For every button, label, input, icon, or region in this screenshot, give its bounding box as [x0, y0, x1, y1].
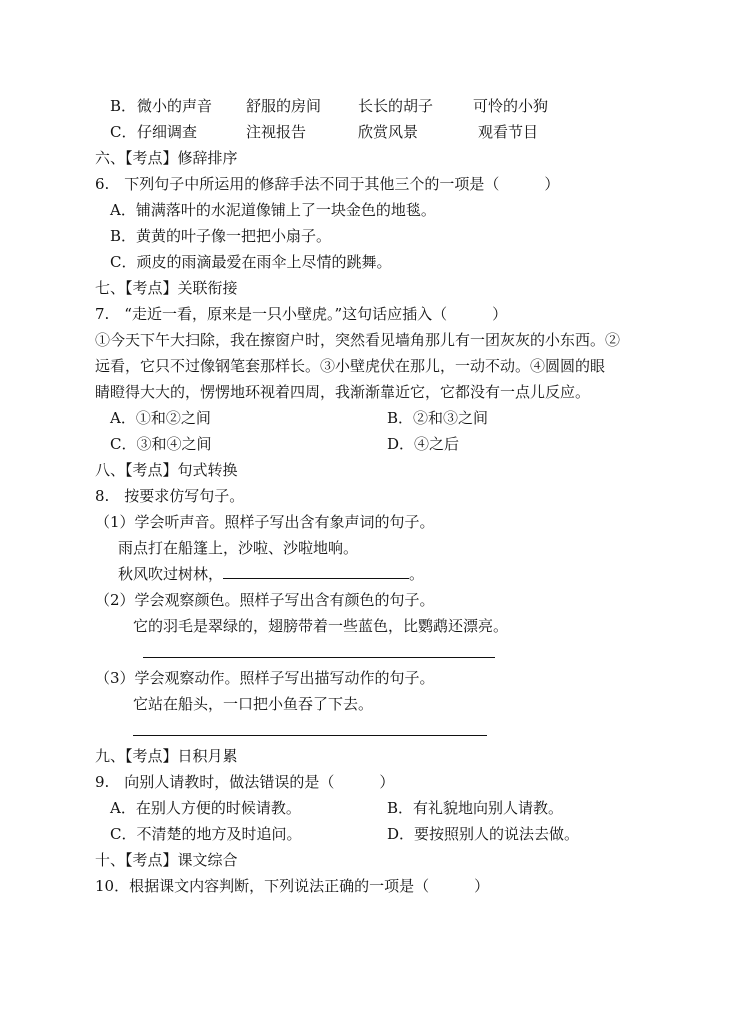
passage-line: ①今天下午大扫除，我在擦窗户时，突然看见墙角那儿有一团灰灰的小东西。②	[95, 331, 621, 349]
section-heading: 八、【考点】句式转换	[95, 461, 238, 479]
question-text: 10．根据课文内容判断，下列说法正确的一项是（ ）	[95, 877, 490, 895]
option-item: 舒服的房间	[246, 97, 322, 115]
option: D．要按照别人的说法去做。	[387, 825, 580, 843]
question-text: 7. “走近一看，原来是一只小壁虎。”这句话应插入（ ）	[95, 305, 508, 323]
question-text: 8. 按要求仿写句子。	[95, 487, 245, 505]
option-item: 长长的胡子	[358, 97, 434, 115]
example-sentence: 它的羽毛是翠绿的，翅膀带着一些蓝色，比鹦鹉还漂亮。	[133, 617, 509, 635]
option: C．不清楚的地方及时追问。	[110, 825, 302, 843]
sub-prompt: （3）学会观察动作。照样子写出描写动作的句子。	[95, 669, 435, 687]
option: C．③和④之间	[110, 435, 212, 453]
answer-blank[interactable]	[223, 564, 409, 579]
section-heading: 六、【考点】修辞排序	[95, 149, 238, 167]
sentence-lead: 秋风吹过树林，	[118, 565, 224, 583]
option-item: 微小的声音	[137, 97, 213, 115]
sentence-end: 。	[409, 565, 425, 583]
option: B．黄黄的叶子像一把把小扇子。	[110, 227, 332, 245]
option-label: C．	[110, 123, 137, 141]
option-item: 欣赏风景	[358, 123, 419, 141]
question-text: 6. 下列句子中所运用的修辞手法不同于其他三个的一项是（ ）	[95, 175, 560, 193]
answer-line[interactable]	[143, 657, 495, 658]
section-heading: 七、【考点】关联衔接	[95, 279, 238, 297]
option: C．顽皮的雨滴最爱在雨伞上尽情的跳舞。	[110, 253, 392, 271]
option: A．在别人方便的时候请教。	[110, 799, 301, 817]
option-item: 观看节目	[478, 123, 539, 141]
option: A．铺满落叶的水泥道像铺上了一块金色的地毯。	[110, 201, 436, 219]
option-label: B．	[110, 97, 137, 115]
fill-line	[118, 564, 424, 584]
example-sentence: 它站在船头，一口把小鱼吞了下去。	[133, 695, 374, 713]
sub-prompt: （1）学会听声音。照样子写出含有象声词的句子。	[95, 513, 435, 531]
option: B．②和③之间	[387, 409, 489, 427]
section-heading: 九、【考点】日积月累	[95, 747, 238, 765]
sub-prompt: （2）学会观察颜色。照样子写出含有颜色的句子。	[95, 591, 435, 609]
passage-line: 远看，它只不过像钢笔套那样长。③小壁虎伏在那儿，一动不动。④圆圆的眼	[95, 357, 606, 375]
section-heading: 十、【考点】课文综合	[95, 851, 238, 869]
option-item: 注视报告	[246, 123, 307, 141]
question-text: 9. 向别人请教时，做法错误的是（ ）	[95, 773, 395, 791]
option: D．④之后	[387, 435, 460, 453]
option-item: 仔细调查	[137, 123, 198, 141]
passage-line: 睛瞪得大大的，愣愣地环视着四周，我渐渐靠近它，它都没有一点儿反应。	[95, 383, 591, 401]
option: B．有礼貌地向别人请教。	[387, 799, 564, 817]
answer-line[interactable]	[133, 735, 487, 736]
example-sentence: 雨点打在船篷上，沙啦、沙啦地响。	[118, 539, 359, 557]
option-item: 可怜的小狗	[473, 97, 549, 115]
option: A．①和②之间	[110, 409, 211, 427]
